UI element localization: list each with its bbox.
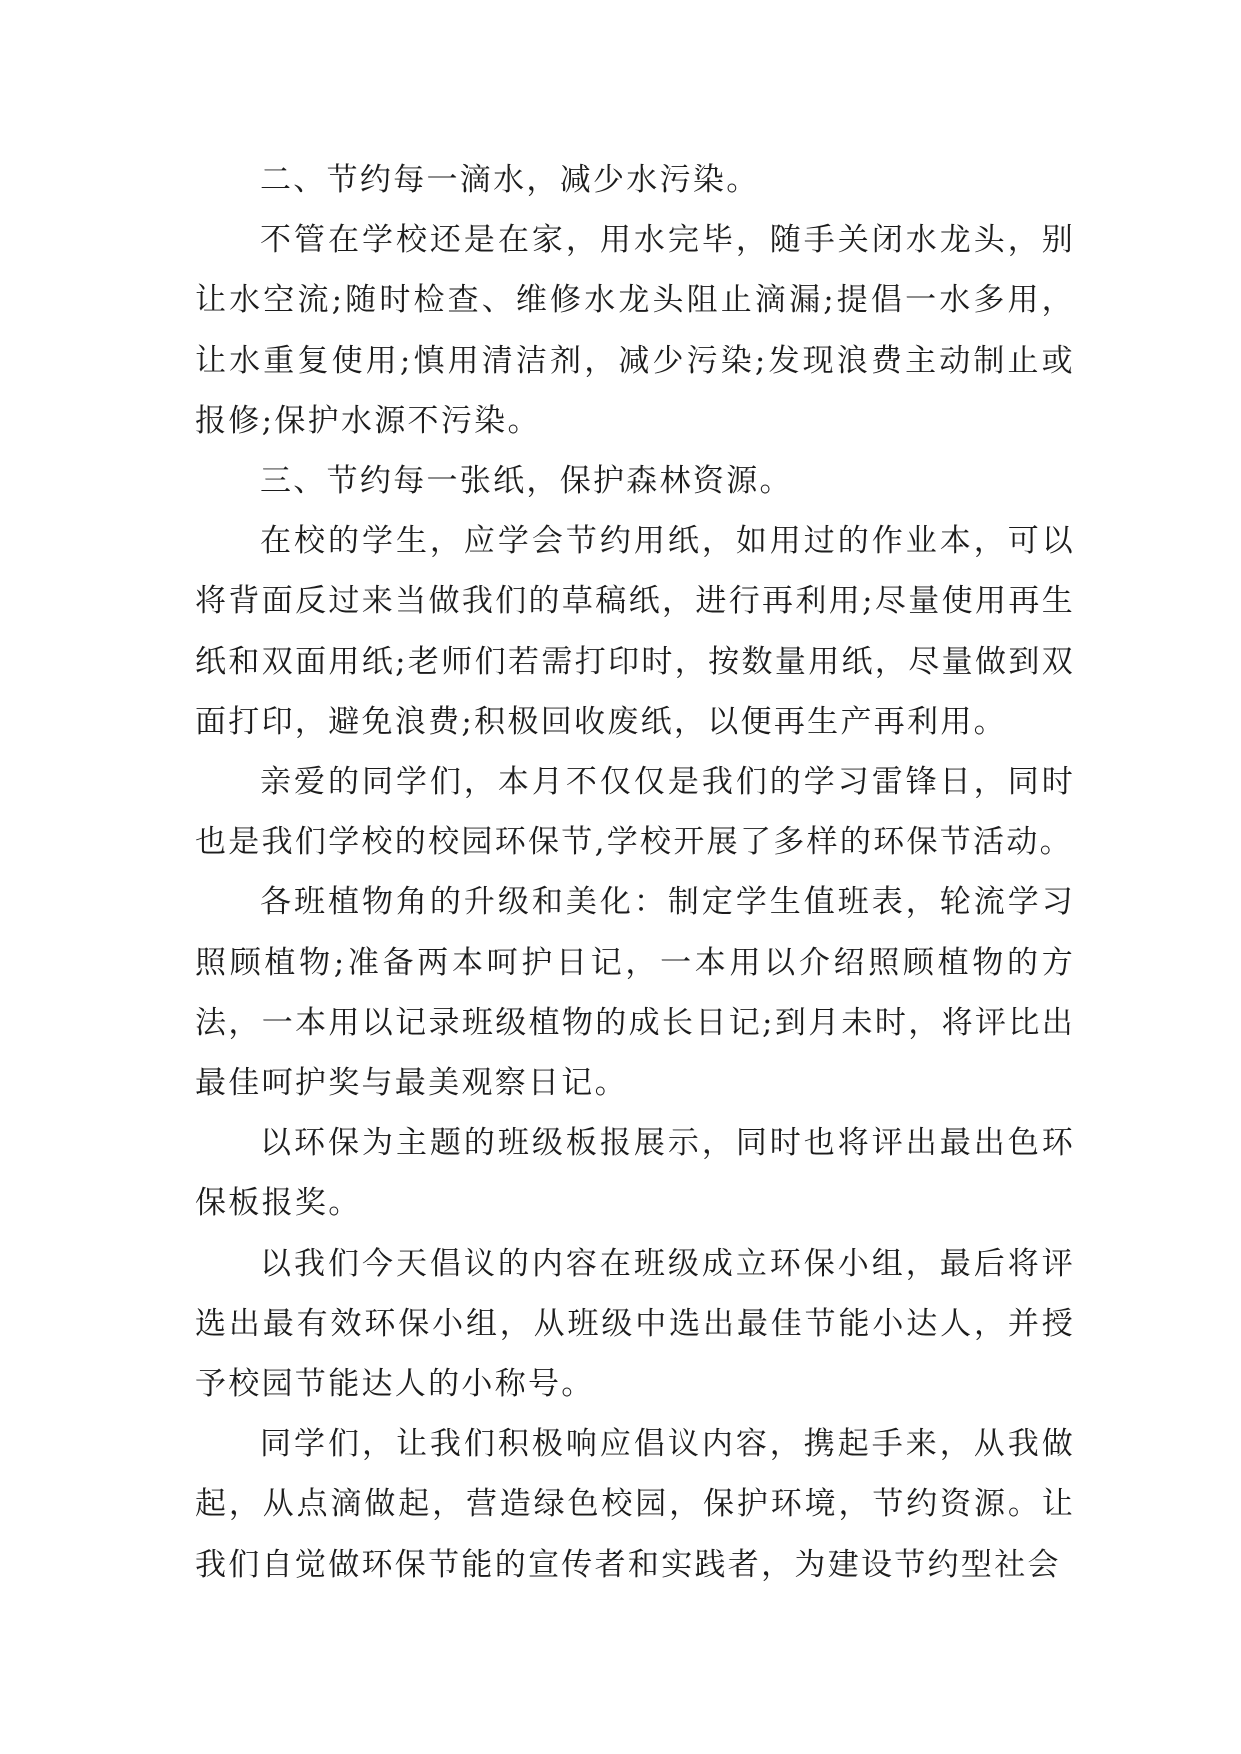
- document-body: [195, 150, 1075, 1595]
- paragraph-call-to-action: 同学们，让我们积极响应倡议内容，携起手来，从我做起，从点滴做起，营造绿色校园，保护环境，节约资源。让我们自觉做环保节能的宣传者和实践者，为建设节约型社会: [195, 1426, 1075, 1583]
- paragraph-blackboard: 以环保为主题的班级板报展示，同时也将评出最出色环保板报奖。: [195, 1125, 1075, 1222]
- paragraph-environment-festival: 亲爱的同学们，本月不仅仅是我们的学习雷锋日，同时也是我们学校的校园环保节,学校开展了多样的环保节活动。: [195, 764, 1075, 861]
- paragraph-paper-saving: 在校的学生，应学会节约用纸，如用过的作业本，可以将背面反过来当做我们的草稿纸，进行再利用;尽量使用再生纸和双面用纸;老师们若需打印时，按数量用纸，尽量做到双面打印，避免浪费;积极回收废纸，以便再生产再利用。: [195, 523, 1075, 740]
- paragraph-water-saving: 不管在学校还是在家，用水完毕，随手关闭水龙头，别让水空流;随时检查、维修水龙头阻止滴漏;提倡一水多用，让水重复使用;慎用清洁剂，减少污染;发现浪费主动制止或报修;保护水源不污染。: [195, 222, 1075, 439]
- section-heading-water: 二、节约每一滴水，减少水污染。: [260, 162, 760, 198]
- paragraph-eco-group: 以我们今天倡议的内容在班级成立环保小组，最后将评选出最有效环保小组，从班级中选出最佳节能小达人，并授予校园节能达人的小称号。: [195, 1245, 1075, 1403]
- section-heading-paper: 三、节约每一张纸，保护森林资源。: [260, 463, 793, 500]
- paragraph-plant-corner: 各班植物角的升级和美化：制定学生值班表，轮流学习照顾植物;准备两本呵护日记，一本用以介绍照顾植物的方法，一本用以记录班级植物的成长日记;到月未时，将评比出最佳呵护奖与最美观察日记。: [195, 884, 1075, 1102]
